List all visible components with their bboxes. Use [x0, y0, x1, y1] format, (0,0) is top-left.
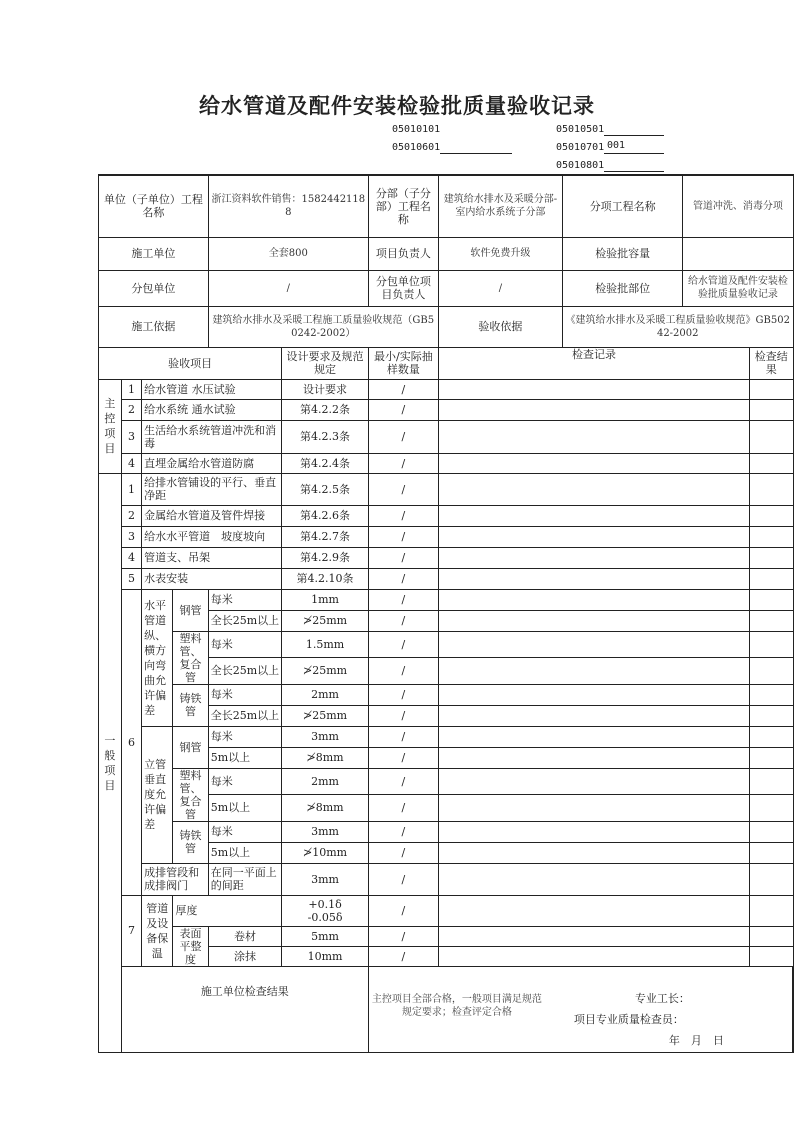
- item-result: [750, 768, 793, 795]
- item-result: [750, 610, 793, 631]
- item-spec: 第4.2.10条: [282, 568, 369, 589]
- item-spec: 3mm: [282, 726, 369, 747]
- plastic-pipe-label: 塑料管、复合管: [173, 768, 208, 821]
- code-1: 05010101: [392, 124, 441, 135]
- item-result: [750, 399, 793, 420]
- condition: 全长25m以上: [208, 610, 281, 631]
- item-spec: 第4.2.4条: [282, 453, 369, 473]
- footer-row: [99, 966, 794, 1052]
- condition: 5m以上: [208, 795, 281, 822]
- item-no: 2: [121, 399, 141, 420]
- condition: 每米: [208, 684, 281, 705]
- item-spec: ≯25mm: [282, 705, 369, 726]
- item-sample: /: [368, 705, 438, 726]
- item-sample: /: [368, 795, 438, 822]
- item-no: 7: [121, 895, 141, 966]
- item-sample: /: [368, 453, 438, 473]
- item-sample: /: [368, 420, 438, 453]
- iron-pipe-label: 铸铁管: [173, 821, 208, 863]
- table-row: [99, 684, 794, 705]
- item-spec: [282, 895, 369, 926]
- item-record: [438, 795, 749, 822]
- item-sample: /: [368, 379, 438, 399]
- item-result: [750, 568, 793, 589]
- table-row: [99, 821, 794, 842]
- item-result: [750, 547, 793, 568]
- table-row: [99, 399, 794, 420]
- col-item-header: 验收项目: [99, 347, 282, 379]
- header-row-basis: [99, 306, 794, 347]
- part-label: 检验批部位: [562, 270, 682, 306]
- item-name: 给水系统 通水试验: [142, 399, 282, 420]
- item-sample: /: [368, 505, 438, 526]
- sub-value: 建筑给水排水及采暖分部-室内给水系统子分部: [438, 175, 562, 237]
- header-row-unit: [99, 175, 794, 237]
- item-result: [750, 505, 793, 526]
- item-record: [438, 473, 749, 505]
- item-spec: 第4.2.3条: [282, 420, 369, 453]
- condition: 在同一平面上的间距: [208, 863, 281, 895]
- item-sample: /: [368, 473, 438, 505]
- inspection-record-table: [98, 174, 794, 1053]
- item-sample: /: [368, 631, 438, 658]
- header-row-subcontract: [99, 270, 794, 306]
- code-4-underline: [604, 153, 664, 154]
- item-record: [438, 946, 749, 966]
- item-result: [750, 926, 793, 946]
- item-spec: 设计要求: [282, 379, 369, 399]
- footer-content: [368, 966, 793, 1052]
- item-record: [438, 863, 749, 895]
- item-name: 给水管道 水压试验: [142, 379, 282, 399]
- item-no: 2: [121, 505, 141, 526]
- item-result: [750, 684, 793, 705]
- item-sample: /: [368, 684, 438, 705]
- condition: 每米: [208, 726, 281, 747]
- table-row: [99, 568, 794, 589]
- col-spec-header: 设计要求及规范规定: [282, 347, 369, 379]
- item-spec: ≯8mm: [282, 795, 369, 822]
- item-sample: /: [368, 842, 438, 863]
- item-no: 4: [121, 547, 141, 568]
- item-result: [750, 658, 793, 685]
- item-result: [750, 821, 793, 842]
- item-record: [438, 684, 749, 705]
- steel-pipe-label: 钢管: [173, 589, 208, 631]
- item-value: 管道冲洗、消毒分项: [683, 175, 793, 237]
- item-spec: 第4.2.7条: [282, 526, 369, 547]
- item-sample: /: [368, 610, 438, 631]
- footer-date: 年 月 日: [668, 1033, 724, 1047]
- unit-value: 浙江资料软件销售：15824421188: [208, 175, 368, 237]
- header-row-builder: [99, 237, 794, 270]
- item-no: 4: [121, 453, 141, 473]
- table-row: [99, 526, 794, 547]
- subpm-label: 分包单位项目负责人: [368, 270, 438, 306]
- item-record: [438, 453, 749, 473]
- item-no: 5: [121, 568, 141, 589]
- item-result: [750, 795, 793, 822]
- code-3: 05010601: [392, 142, 441, 153]
- item-spec: ≯10mm: [282, 842, 369, 863]
- item-result: [750, 453, 793, 473]
- code-3-underline: [440, 153, 512, 154]
- item-sample: /: [368, 821, 438, 842]
- table-row: [99, 379, 794, 399]
- item-sample: /: [368, 726, 438, 747]
- code-2-underline: [604, 135, 664, 136]
- column-header-row: [99, 347, 794, 379]
- basis-label: 施工依据: [99, 306, 209, 347]
- table-row: [99, 768, 794, 795]
- item-record: [438, 505, 749, 526]
- table-row: [99, 726, 794, 747]
- item-sample: /: [368, 526, 438, 547]
- item-record: [438, 589, 749, 610]
- item-name: 生活给水系统管道冲洗和消毒: [142, 420, 282, 453]
- condition: 全长25m以上: [208, 705, 281, 726]
- item-spec: 第4.2.6条: [282, 505, 369, 526]
- accept-value: 《建筑给水排水及采暖工程质量验收规范》GB50242-2002: [562, 306, 793, 347]
- col-result-header: 检查结果: [750, 347, 793, 379]
- page-title: 给水管道及配件安装检验批质量验收记录: [199, 93, 595, 118]
- item-spec: 第4.2.5条: [282, 473, 369, 505]
- col-record-header: 检查记录: [438, 347, 749, 379]
- basis-value: 建筑给水排水及采暖工程施工质量验收规范（GB50242-2002）: [208, 306, 438, 347]
- item-record: [438, 705, 749, 726]
- item-name: 给排水管铺设的平行、垂直净距: [142, 473, 282, 505]
- code-5-underline: [604, 171, 664, 172]
- item-result: [750, 705, 793, 726]
- item-result: [750, 379, 793, 399]
- sub-label: 分部（子分部）工程名称: [368, 175, 438, 237]
- subcontract-label: 分包单位: [99, 270, 209, 306]
- thickness-spec-upper: +0.1δ: [308, 897, 342, 911]
- steel-pipe-label: 钢管: [173, 726, 208, 768]
- condition: 5m以上: [208, 747, 281, 768]
- capacity-value: [683, 237, 793, 270]
- item-result: [750, 589, 793, 610]
- item-name: 金属给水管道及管件焊接: [142, 505, 282, 526]
- item-spec: 10mm: [282, 946, 369, 966]
- item-result: [750, 842, 793, 863]
- item-record: [438, 399, 749, 420]
- flatness-label: 表面平整度: [173, 926, 208, 966]
- condition: 卷材: [208, 926, 281, 946]
- code-4: 05010701: [556, 142, 605, 153]
- item-sample: /: [368, 946, 438, 966]
- item-spec: 第4.2.9条: [282, 547, 369, 568]
- item-spec: 第4.2.2条: [282, 399, 369, 420]
- condition: 5m以上: [208, 842, 281, 863]
- item-no: 1: [121, 379, 141, 399]
- item-result: [750, 895, 793, 926]
- valve-label: 成排管段和成排阀门: [142, 863, 209, 895]
- main-group-label: 主控项目: [99, 379, 122, 473]
- thickness-spec-lower: -0.05δ: [307, 910, 343, 924]
- item-record: [438, 610, 749, 631]
- item-spec: ≯25mm: [282, 658, 369, 685]
- item-record: [438, 526, 749, 547]
- item-record: [438, 547, 749, 568]
- pm-label: 项目负责人: [368, 237, 438, 270]
- code-5: 05010801: [556, 160, 605, 171]
- item-spec: 3mm: [282, 863, 369, 895]
- condition: 涂抹: [208, 946, 281, 966]
- item-record: [438, 895, 749, 926]
- vertical-deviation-label: 立管垂直度允许偏差: [142, 726, 173, 863]
- table-row: [99, 473, 794, 505]
- table-row: [99, 420, 794, 453]
- iron-pipe-label: 铸铁管: [173, 684, 208, 726]
- item-record: [438, 926, 749, 946]
- table-row: [99, 505, 794, 526]
- item-record: [438, 842, 749, 863]
- builder-value: 全套800: [208, 237, 368, 270]
- subcontract-value: /: [208, 270, 368, 306]
- table-row: [99, 895, 794, 926]
- horizontal-deviation-label: 水平管道纵、横方向弯曲允许偏差: [142, 589, 173, 726]
- item-result: [750, 726, 793, 747]
- item-spec: ≯25mm: [282, 610, 369, 631]
- table-row: [99, 863, 794, 895]
- item-sample: /: [368, 926, 438, 946]
- item-result: [750, 473, 793, 505]
- item-sample: /: [368, 895, 438, 926]
- plastic-pipe-label: 塑料管、复合管: [173, 631, 208, 684]
- table-row: [99, 547, 794, 568]
- item-sample: /: [368, 589, 438, 610]
- accept-label: 验收依据: [438, 306, 562, 347]
- item-spec: 1.5mm: [282, 631, 369, 658]
- code-2: 05010501: [556, 124, 605, 135]
- item-name: 管道支、吊架: [142, 547, 282, 568]
- item-record: [438, 726, 749, 747]
- footer-unit-label: 施工单位检查结果: [121, 966, 368, 1052]
- item-result: [750, 747, 793, 768]
- table-row: [99, 589, 794, 610]
- subpm-value: /: [438, 270, 562, 306]
- item-sample: /: [368, 747, 438, 768]
- item-name: 直埋金属给水管道防腐: [142, 453, 282, 473]
- item-record: [438, 821, 749, 842]
- condition: 每米: [208, 631, 281, 658]
- item-spec: 2mm: [282, 768, 369, 795]
- item-record: [438, 420, 749, 453]
- item-sample: /: [368, 568, 438, 589]
- footer-summary: 主控项目全部合格，一般项目满足规范规定要求；检查评定合格: [371, 993, 542, 1018]
- item-record: [438, 379, 749, 399]
- item-spec: 1mm: [282, 589, 369, 610]
- item-sample: /: [368, 658, 438, 685]
- condition: 每米: [208, 768, 281, 795]
- col-sample-header: 最小/实际抽样数量: [368, 347, 438, 379]
- item-sample: /: [368, 399, 438, 420]
- part-value: 给水管道及配件安装检验批质量验收记录: [683, 270, 793, 306]
- item-name: 水表安装: [142, 568, 282, 589]
- item-no: 3: [121, 420, 141, 453]
- item-spec: 2mm: [282, 684, 369, 705]
- foreman-label: 专业工长：: [634, 991, 690, 1005]
- item-label: 分项工程名称: [562, 175, 682, 237]
- item-result: [750, 526, 793, 547]
- item-record: [438, 768, 749, 795]
- general-group-label: 一般项目: [99, 473, 122, 1052]
- builder-label: 施工单位: [99, 237, 209, 270]
- item-result: [750, 863, 793, 895]
- item-no: 3: [121, 526, 141, 547]
- item-sample: /: [368, 768, 438, 795]
- inspector-label: 项目专业质量检查员：: [573, 1012, 684, 1026]
- item-spec: 5mm: [282, 926, 369, 946]
- item-record: [438, 747, 749, 768]
- insulation-label: 管道及设备保温: [142, 895, 173, 966]
- pm-value: 软件免费升级: [438, 237, 562, 270]
- table-row: [99, 926, 794, 946]
- item-result: [750, 420, 793, 453]
- item-result: [750, 946, 793, 966]
- item-spec: ≯8mm: [282, 747, 369, 768]
- capacity-label: 检验批容量: [562, 237, 682, 270]
- item-record: [438, 568, 749, 589]
- item-record: [438, 631, 749, 658]
- item-result: [750, 631, 793, 658]
- condition: 每米: [208, 589, 281, 610]
- item-sample: /: [368, 547, 438, 568]
- table-row: [99, 453, 794, 473]
- table-row: [99, 631, 794, 658]
- unit-label: 单位（子单位）工程名称: [99, 175, 209, 237]
- item-sample: /: [368, 863, 438, 895]
- thickness-label: 厚度: [173, 895, 282, 926]
- code-4-suffix: 001: [607, 140, 626, 151]
- item-no: 6: [121, 589, 141, 895]
- condition: 全长25m以上: [208, 658, 281, 685]
- item-no: 1: [121, 473, 141, 505]
- item-spec: 3mm: [282, 821, 369, 842]
- condition: 每米: [208, 821, 281, 842]
- item-record: [438, 658, 749, 685]
- item-name: 给水水平管道 坡度坡向: [142, 526, 282, 547]
